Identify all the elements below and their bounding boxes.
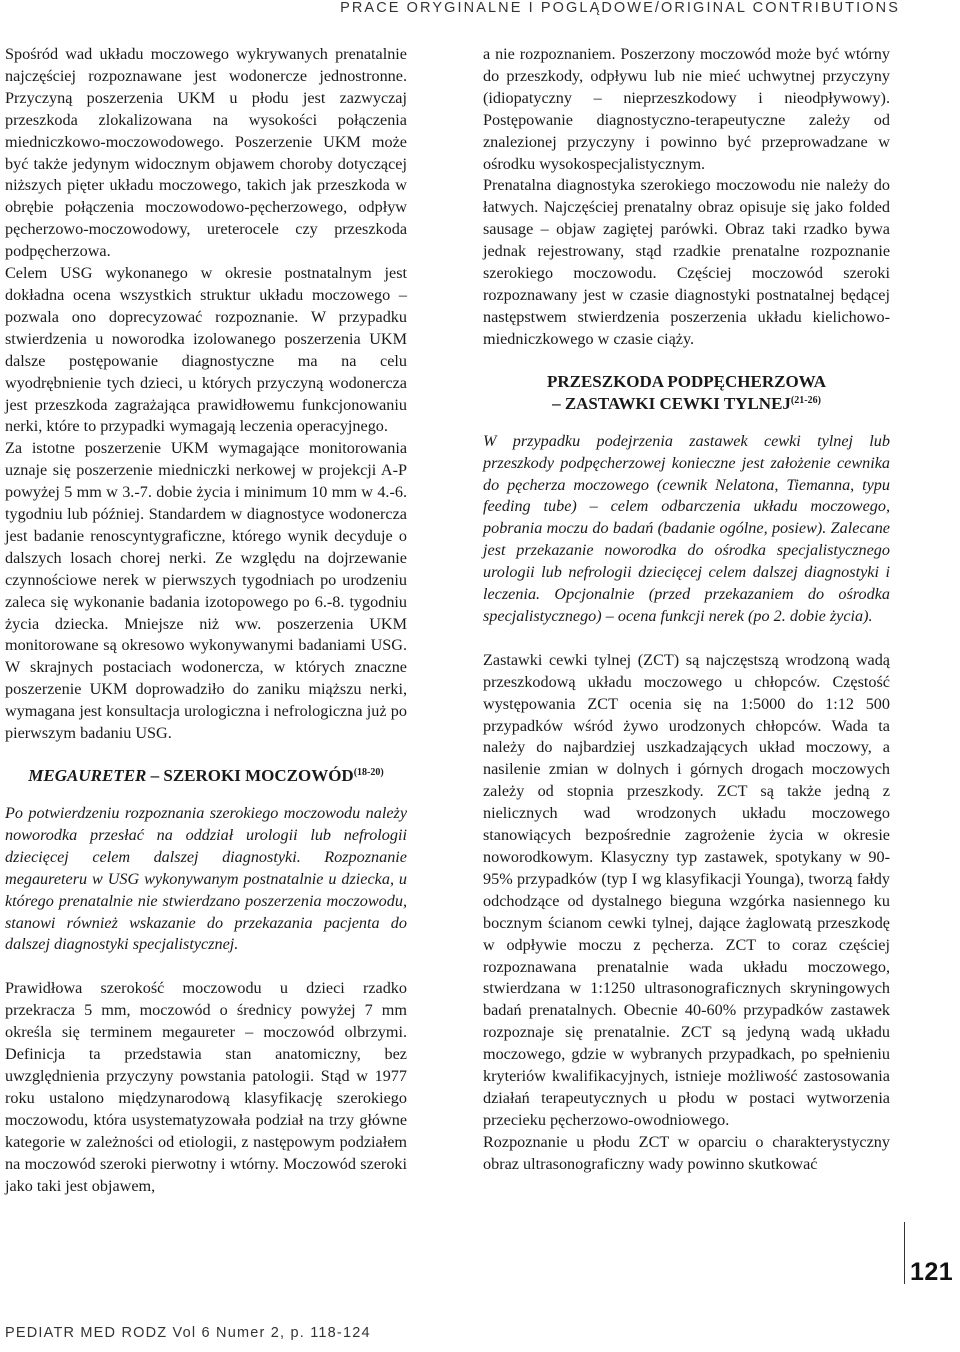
- body-paragraph: Prawidłowa szerokość moczowodu u dzieci rzadko przekracza 5 mm, moczowód o średnicy powyżej 7 mm określa się terminem megaureter – moczowód olbrzymi. Definicja ta przedstawia stan anatomiczny, bez uwzględnienia przyczyny powstania patologii. Stąd w 1977 roku ustalono międzynarodową klasyfikację szerokiego moczowodu, która usystematyzowała podział na trzy główne kategorie w zależności od etiologii, z następowym podziałem na moczowód szeroki pierwotny i wtórny. Moczowód szeroki jako taki jest objawem,: [5, 979, 407, 1195]
- body-paragraph: a nie rozpoznaniem. Poszerzony moczowód może być wtórny do przeszkody, odpływu lub nie mieć uchwytnej przyczyny (idiopatyczny – nieprzeszkodowy i nieodpływowy). Postępowanie diagnostyczno-terapeutyczne zależy od znalezionej przyczyny i powinno być przeprowadzane w ośrodku wysokospecjalistycznym.: [483, 45, 890, 173]
- left-column: [5, 44, 407, 1197]
- citation-superscript: (18-20): [353, 767, 384, 778]
- lead-paragraph: Po potwierdzeniu rozpoznania szerokiego moczowodu należy noworodka przesłać na oddział urologii lub nefrologii dziecięcej celem dalszej diagnostyki. Rozpoznanie megaureteru w USG wykonywanym postnatalnie u dziecka, u którego prenatalnie nie stwierdzano poszerzenia moczowodu, stanowi również wskazanie do przekazania pacjenta do dalszej diagnostyki specjalistycznej.: [5, 804, 407, 954]
- section-heading-line: PRZESZKODA PODPĘCHERZOWA: [546, 371, 827, 391]
- body-paragraph: Spośród wad układu moczowego wykrywanych prenatalnie najczęściej rozpoznawane jest wodonercze jednostronne. Przyczyną poszerzenia UKM u płodu jest zazwyczaj przeszkoda zlokalizowana na wysokości połączenia miedniczkowo-moczowodowego. Poszerzenie UKM może być także jedynym widocznym objawem choroby dotyczącej niższych pięter układu moczowego, takich jak przeszkoda w obrębie połączenia moczowodowo-pęcherzowego, odpływ pęcherzowo-moczowodowy, ureterocele czy przeszkoda podpęcherzowa.: [5, 45, 407, 261]
- body-paragraph: Celem USG wykonanego w okresie postnatalnym jest dokładna ocena wszystkich struktur układu moczowego – pozwala ono doprecyzować rozpoznanie. W przypadku stwierdzenia u noworodka izolowanego poszerzenia UKM dalsze postępowanie diagnostyczne ma na celu wyodrębnienie tych dzieci, u których przyczyną wodonercza jest przeszkoda zagrażająca prawidłowemu funkcjonowaniu nerki, które to przypadki wymagają leczenia operacyjnego.: [5, 264, 407, 436]
- body-paragraph: Prenatalna diagnostyka szerokiego moczowodu nie należy do łatwych. Najczęściej prenatalny obraz opisuje się jako folded sausage – objaw zagiętej parówki. Obraz taki rzadko bywa jednak rejestrowany, stąd rzadkie prenatalne rozpoznanie szerokiego moczowodu. Częściej moczowód szeroki rozpoznawany jest w czasie diagnostyki postnatalnej będącej następstwem stwierdzenia poszerzenia układu kielichowo-miedniczkowego w czasie ciąży.: [483, 176, 890, 348]
- section-heading-line: – ZASTAWKI CEWKI TYLNEJ$^{(21-26)}$: [552, 393, 821, 413]
- lead-paragraph: W przypadku podejrzenia zastawek cewki tylnej lub przeszkody podpęcherzowej konieczne jest założenie cewnika do pęcherza moczowego (cewnik Nelatona, Tiemanna, typu feeding tube) – celem odbarczenia układu moczowego, pobrania moczu do badań (badanie ogólne, posiew). Zalecane jest przekazanie noworodka do ośrodka specjalistycznego urologii lub nefrologii dziecięcej celem dalszej diagnostyki i leczenia. Opcjonalnie (przed przekazaniem do ośrodka specjalistycznego) – ocena funkcji nerek (po 2. dobie życia).: [483, 431, 890, 625]
- citation-superscript: (21-26): [790, 394, 821, 406]
- body-paragraph: Za istotne poszerzenie UKM wymagające monitorowania uznaje się poszerzenie miedniczki nerkowej w projekcji A-P powyżej 5 mm w 3.-7. dobie życia i minimum 10 mm w 4.-6. tygodniu lub później. Standardem w diagnostyce wodonercza jest badanie renoscyntygraficzne, którego wynik decyduje o dalszych losach chorej nerki. Ze względu na dojrzewanie czynnościowe nerek w pierwszych tygodniach po urodzeniu zaleca się wykonanie badania izotopowego po 6.-8. tygodniu życia dziecka. Mniejsze niż ww. poszerzenia UKM monitorowane są okresowo wykonywanymi badaniami USG. W skrajnych postaciach wodonercza, w których znaczne poszerzenie UKM doprowadziło do zaniku miąższu nerki, wymagana jest konsultacja urologiczna i nefrologiczna już po pierwszym badaniu USG.: [5, 439, 407, 743]
- right-column: [483, 44, 890, 1176]
- section-heading-megaureter: [5, 765, 407, 787]
- page-number: 121: [910, 1258, 954, 1286]
- page-number-divider: [904, 1222, 905, 1284]
- body-paragraph: Zastawki cewki tylnej (ZCT) są najczęstszą wrodzoną wadą przeszkodową układu moczowego u chłopców. Częstość występowania ZCT ocenia się na 1:5000 do 1:12 500 przypadków wśród żywo urodzonych chłopców. Wada ta należy do najbardziej uszkadzających układ moczowy, a nasilenie zmian w dolnych i górnych drogach moczowych zależy od stopnia przeszkody. ZCT są także jedną z nielicznych wad wrodzonych układu moczowego stanowiących bezpośrednie zagrożenie życia w okresie noworodkowym. Klasyczny typ zastawek, spotykany w 90-95% przypadków (typ I wg klasyfikacji Younga), tworzą fałdy odchodzące od dystalnego bieguna wzgórka nasiennego ku bocznym ścianom cewki tylnej, dające żaglowatą przeszkodę w odpływie moczu z pęcherza. ZCT to coraz częściej rozpoznawana prenatalnie wada układu moczowego, stwierdzana w 1:1250 ultrasonograficznych skryningowych badań prenatalnych. Obecnie 40-60% przypadków zastawek rozpoznaje się prenatalnie. ZCT są jedyną wadą układu moczowego, gdzie w wybranych przypadkach, po spełnieniu kryteriów kwalifikacyjnych, istnieje możliwość zastosowania działań terapeutycznych u płodu w postaci wytworzenia przecieku pęcherzowo-owodniowego.: [483, 650, 890, 1129]
- section-heading-zastawki: [483, 371, 890, 415]
- running-header: PRACE ORYGINALNE I POGLĄDOWE/ORIGINAL CONTRIBUTIONS: [340, 0, 900, 16]
- section-heading-text: – SZEROKI MOCZOWÓD: [146, 766, 354, 785]
- journal-citation: PEDIATR MED RODZ Vol 6 Numer 2, p. 118-124: [5, 1325, 371, 1341]
- body-paragraph: Rozpoznanie u płodu ZCT w oparciu o charakterystyczny obraz ultrasonograficzny wady powinno skutkować: [483, 1132, 890, 1173]
- section-heading-italic: MEGAURETER: [28, 766, 147, 785]
